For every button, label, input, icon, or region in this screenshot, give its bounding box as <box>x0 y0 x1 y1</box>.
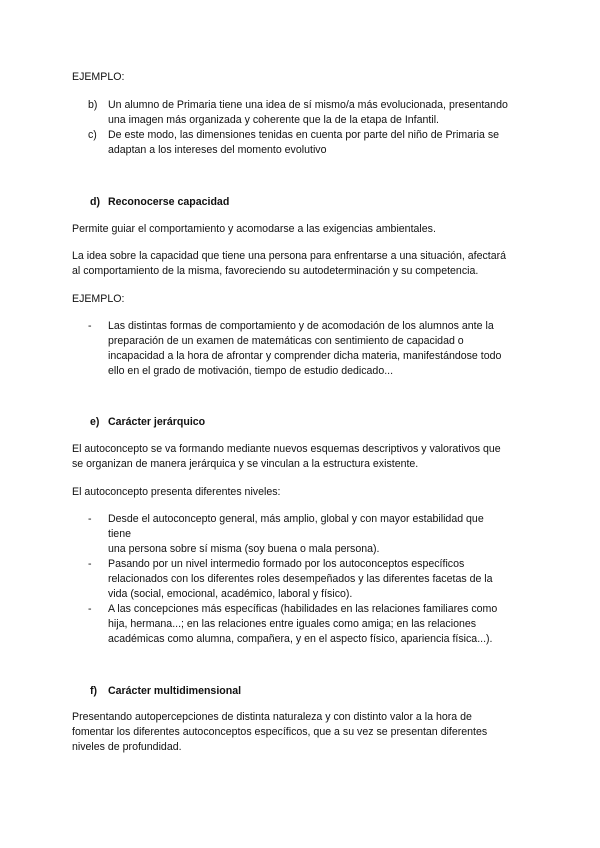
section-heading-f <box>90 684 241 699</box>
paragraph: El autoconcepto presenta diferentes niveles: <box>72 486 281 498</box>
list-item-line: De este modo, las dimensiones tenidas en cuenta por parte del niño de Primaria se <box>108 129 500 141</box>
list-marker: b) <box>88 99 98 111</box>
heading-marker: d) <box>90 196 100 208</box>
paragraph: Permite guiar el comportamiento y acomodarse a las exigencias ambientales. <box>72 223 436 235</box>
paragraph-line: se organizan de manera jerárquica y se vinculan a la estructura existente. <box>72 458 419 470</box>
list-item-line: Desde el autoconcepto general, más amplio, global y con mayor estabilidad que <box>108 513 484 525</box>
list-item-line: tiene <box>108 528 131 540</box>
paragraph <box>72 249 528 279</box>
list-item-line: Pasando por un nivel intermedio formado por los autoconceptos específicos <box>108 558 465 570</box>
paragraph <box>72 442 528 472</box>
list-marker: - <box>88 513 92 525</box>
paragraph-line: El autoconcepto se va formando mediante nuevos esquemas descriptivos y valorativos que <box>72 443 501 455</box>
heading-title: Carácter multidimensional <box>108 685 242 697</box>
paragraph-line: La idea sobre la capacidad que tiene una persona para enfrentarse a una situación, afectará <box>72 250 507 262</box>
list-item-line: incapacidad a la hora de afrontar y comprender dicha materia, manifestándose todo <box>108 350 502 362</box>
heading-marker: f) <box>90 685 98 697</box>
list-marker: c) <box>88 129 97 141</box>
list-item-line: vida (social, emocional, académico, laboral y físico). <box>108 588 353 600</box>
heading-title: Reconocerse capacidad <box>108 196 230 208</box>
list-item-line: una imagen más organizada y coherente que la de la etapa de Infantil. <box>108 114 439 126</box>
list-item-line: A las concepciones más específicas (habilidades en las relaciones familiares como <box>108 603 498 615</box>
paragraph-line: fomentar los diferentes autoconceptos específicos, que a su vez se presentan diferentes <box>72 726 488 738</box>
heading-title: Carácter jerárquico <box>108 416 206 428</box>
paragraph-line: niveles de profundidad. <box>72 741 182 753</box>
paragraph-line: al comportamiento de la misma, favoreciendo su autodeterminación y su competencia. <box>72 265 479 277</box>
paragraph <box>72 710 528 755</box>
list-item-line: Las distintas formas de comportamiento y de acomodación de los alumnos ante la <box>108 320 494 332</box>
list-item-line: Un alumno de Primaria tiene una idea de sí mismo/a más evolucionada, presentando <box>108 99 508 111</box>
list-item-line: hija, hermana...; en las relaciones entre iguales como amiga; en las relaciones <box>108 618 477 630</box>
list-item-line: preparación de un examen de matemáticas con sentimiento de capacidad o <box>108 335 464 347</box>
list-marker: - <box>88 603 92 615</box>
heading-marker: e) <box>90 416 100 428</box>
section-heading-d <box>90 195 229 210</box>
ejemplo-label-2: EJEMPLO: <box>72 293 125 305</box>
ejemplo-label-1: EJEMPLO: <box>72 71 125 83</box>
list-item-line: adaptan a los intereses del momento evolutivo <box>108 144 327 156</box>
list-item-line: relacionados con los diferentes roles desempeñados y las diferentes facetas de la <box>108 573 493 585</box>
list-marker: - <box>88 558 92 570</box>
list-marker: - <box>88 320 92 332</box>
section-heading-e <box>90 415 205 430</box>
list-item-line: académicas como alumna, compañera, y en el aspecto físico, apariencia física...). <box>108 633 493 645</box>
list-item-line: una persona sobre sí misma (soy buena o mala persona). <box>108 543 380 555</box>
list-item-line: ello en el grado de motivación, tiempo de estudio dedicado... <box>108 365 394 377</box>
paragraph-line: Presentando autopercepciones de distinta naturaleza y con distinto valor a la hora de <box>72 711 472 723</box>
